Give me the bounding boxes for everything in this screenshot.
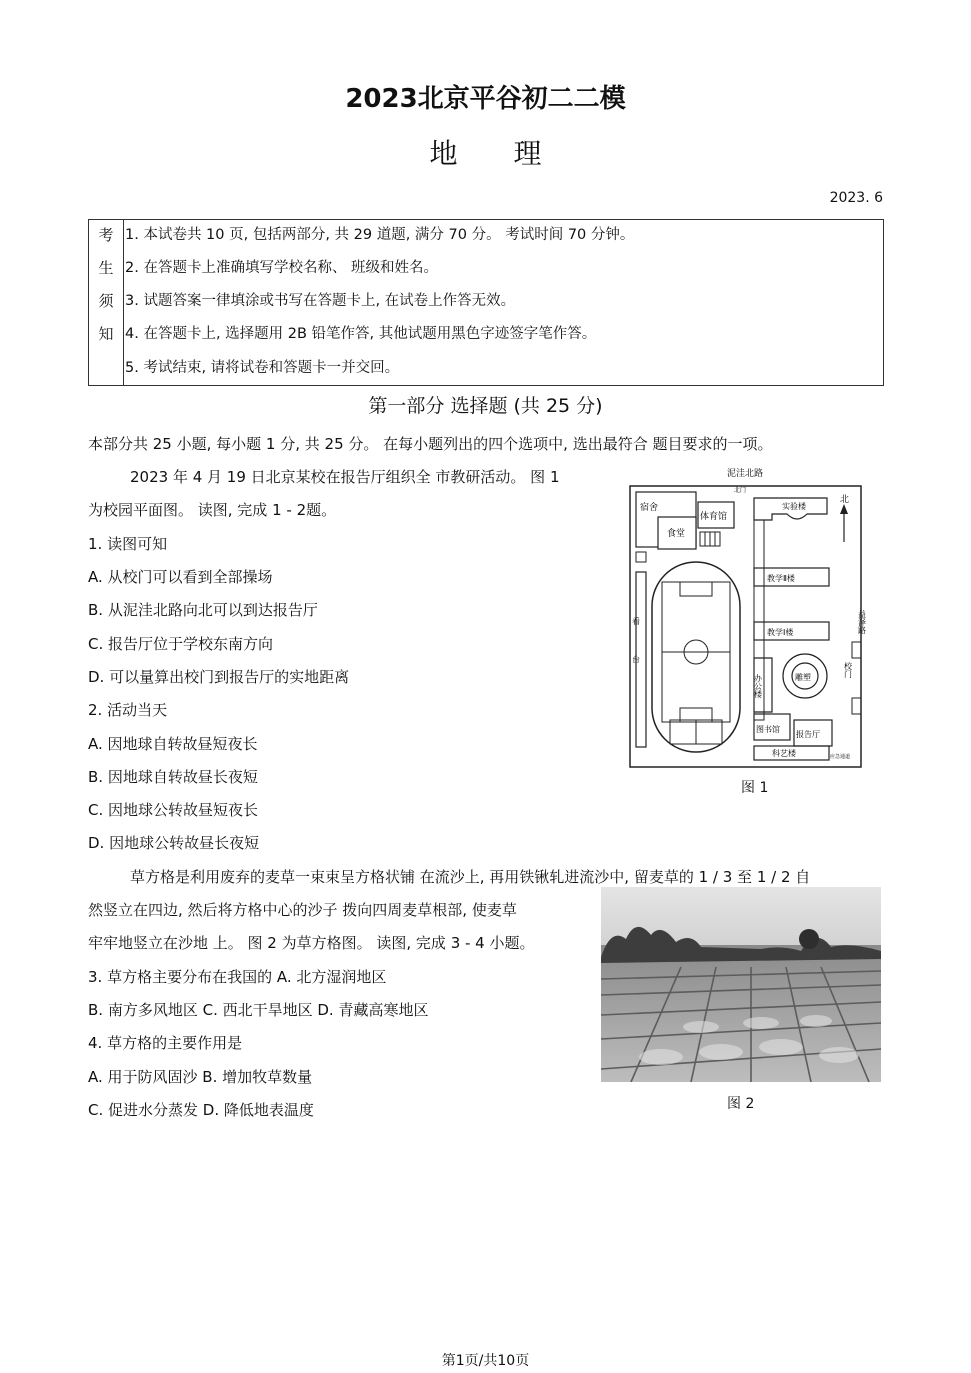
question-2-stem: 2. 活动当天 (88, 701, 168, 719)
passage1-line: 2023 年 4 月 19 日北京某校在报告厅组织全 市教研活动。 图 1 (130, 468, 560, 486)
map-label-gate: 校门 (843, 662, 853, 678)
map-label-exit: 应急通道 (830, 754, 851, 760)
page-title: 2023北京平谷初二二模 (345, 84, 626, 114)
figure-1-caption: 图 1 (741, 780, 769, 796)
map-label-library: 图书馆 (756, 725, 780, 734)
section-title: 第一部分 选择题 (共 25 分) (368, 395, 603, 417)
map-label-teach2: 教学Ⅱ楼 (767, 574, 795, 583)
notice-item: 3. 试题答案一律填涂或书写在答题卡上, 在试卷上作答无效。 (125, 293, 516, 309)
question-3-options: B. 南方多风地区 C. 西北干旱地区 D. 青藏高寒地区 (88, 1001, 429, 1019)
map-label-stand: 看台 (631, 617, 641, 693)
map-label-dorm: 宿舍 (640, 503, 659, 513)
notice-heading-char: 须 (98, 292, 114, 310)
question-1-stem: 1. 读图可知 (88, 535, 168, 553)
map-label-road-top: 泥洼北路 (727, 469, 764, 479)
question-2-option-c: C. 因地球公转故昼短夜长 (88, 801, 259, 819)
notice-item: 4. 在答题卡上, 选择题用 2B 铅笔作答, 其他试题用黑色字迹签字笔作答。 (125, 326, 597, 342)
notice-heading-char: 知 (98, 325, 114, 343)
notice-heading-char: 考 (98, 226, 114, 244)
question-1-option-c: C. 报告厅位于学校东南方向 (88, 635, 274, 653)
passage1-line: 为校园平面图。 读图, 完成 1 - 2题。 (88, 501, 337, 519)
notice-item: 2. 在答题卡上准确填写学校名称、 班级和姓名。 (125, 260, 439, 276)
map-label-office: 办公楼 (753, 674, 763, 698)
section-intro: 本部分共 25 小题, 每小题 1 分, 共 25 分。 在每小题列出的四个选项中, 选出最符合 题目要求的一项。 (88, 435, 773, 453)
question-2-option-d: D. 因地球公转故昼长夜短 (88, 834, 260, 852)
map-label-gym: 体育馆 (700, 512, 728, 522)
map-label-north: 北 (840, 495, 850, 505)
notice-item: 5. 考试结束, 请将试卷和答题卡一并交回。 (125, 360, 400, 376)
question-1-option-a: A. 从校门可以看到全部操场 (88, 568, 273, 586)
map-label-sculpture: 雕塑 (795, 673, 811, 682)
map-label-hall: 报告厅 (796, 730, 820, 739)
straw-checkerboard-photo (601, 887, 881, 1082)
question-1-option-d: D. 可以量算出校门到报告厅的实地距离 (88, 668, 350, 686)
map-label-teach1: 教学Ⅰ楼 (767, 628, 794, 637)
notice-box (88, 219, 884, 386)
map-label-road-right: 益泽路 (857, 610, 867, 634)
notice-heading (89, 220, 124, 385)
notice-item: 1. 本试卷共 10 页, 包括两部分, 共 29 道题, 满分 70 分。 考试时间 70 分钟。 (125, 227, 635, 243)
map-gate-post (852, 642, 861, 658)
map-label-north-gate: 北门 (734, 487, 747, 494)
passage2-line: 牢牢地竖立在沙地 上。 图 2 为草方格图。 读图, 完成 3 - 4 小题。 (88, 934, 535, 952)
figure-2-caption: 图 2 (727, 1096, 755, 1112)
question-4-options: A. 用于防风固沙 B. 增加牧草数量 (88, 1068, 313, 1086)
question-2-option-b: B. 因地球自转故昼长夜短 (88, 768, 258, 786)
question-4-stem: 4. 草方格的主要作用是 (88, 1034, 243, 1052)
question-4-options: C. 促进水分蒸发 D. 降低地表温度 (88, 1101, 314, 1119)
question-3-stem: 3. 草方格主要分布在我国的 A. 北方湿润地区 (88, 968, 387, 986)
passage2-line: 然竖立在四边, 然后将方格中心的沙子 拨向四周麦草根部, 使麦草 (88, 901, 517, 919)
map-label-lab: 实验楼 (782, 502, 806, 511)
subject-title: 地理 (429, 137, 598, 170)
map-gate-post (852, 698, 861, 714)
notice-heading-char: 生 (98, 259, 114, 277)
question-1-option-b: B. 从泥洼北路向北可以到达报告厅 (88, 601, 318, 619)
question-2-option-a: A. 因地球自转故昼短夜长 (88, 735, 258, 753)
campus-map-figure (622, 462, 872, 802)
exam-date: 2023. 6 (829, 190, 883, 206)
passage2-line: 草方格是利用废弃的麦草一束束呈方格状铺 在流沙上, 再用铁锹轧进流沙中, 留麦草的 1 / 3 至 1 / 2 自 (130, 868, 811, 886)
map-label-canteen: 食堂 (667, 529, 686, 539)
map-label-art: 科艺楼 (772, 749, 796, 758)
north-arrow-head (840, 504, 848, 514)
page-footer: 第1页/共10页 (441, 1353, 530, 1369)
